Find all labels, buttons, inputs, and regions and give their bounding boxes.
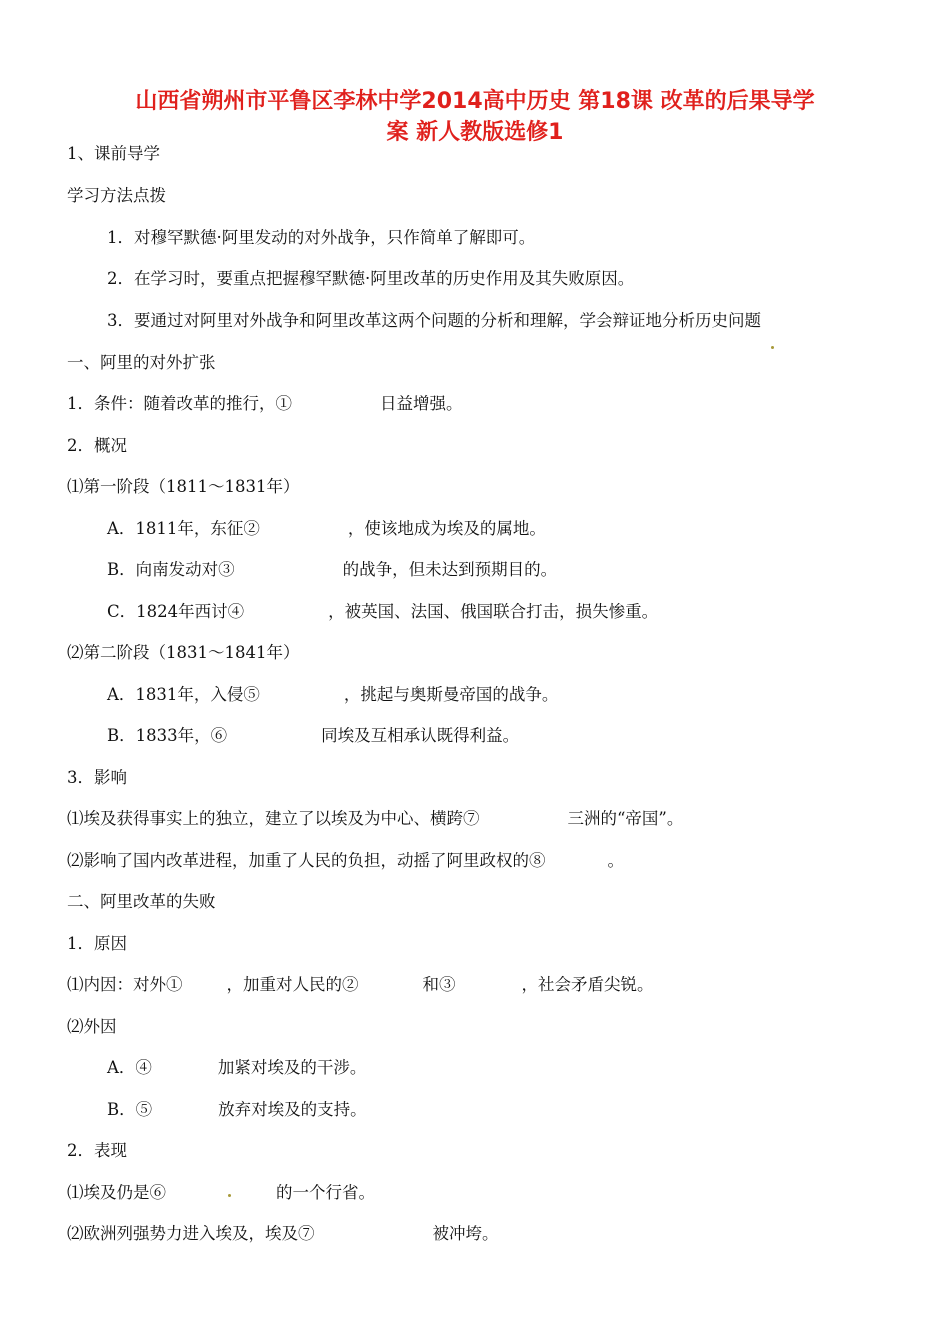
tip-3: 3．要通过对阿里对外战争和阿里改革这两个问题的分析和理解，学会辩证地分析历史问题 [107,311,761,330]
stage2-item-a: A．1831年，入侵⑤ ，挑起与奥斯曼帝国的战争。 [107,685,559,704]
stage1-item-b: B．向南发动对③ 的战争，但未达到预期目的。 [107,560,558,579]
intro-heading: 1、课前导学 [67,144,160,163]
inner-cause: ⑴内因：对外① ，加重对人民的② 和③ ，社会矛盾尖锐。 [67,975,654,994]
section1-heading: 一、阿里的对外扩张 [67,353,216,372]
title-line-2: 案 新人教版选修1 [386,120,564,145]
cause-heading: 1．原因 [67,934,127,953]
outer-cause-a: A．④ 加紧对埃及的干涉。 [107,1058,367,1077]
stage1-item-c: C．1824年西讨④ ，被英国、法国、俄国联合打击，损失惨重。 [107,602,659,621]
stray-dot [228,1194,231,1197]
impact-1: ⑴埃及获得事实上的独立，建立了以埃及为中心、横跨⑦ 三洲的“帝国”。 [67,809,684,828]
outer-cause-b: B．⑤ 放弃对埃及的支持。 [107,1100,367,1119]
stage1-item-a: A．1811年，东征② ，使该地成为埃及的属地。 [107,519,546,538]
document-title [60,86,890,148]
impact-heading: 3．影响 [67,768,127,787]
stage2-heading: ⑵第二阶段（1831～1841年） [67,643,300,662]
intro-subheading: 学习方法点拨 [67,186,166,205]
tip-2: 2．在学习时，要重点把握穆罕默德·阿里改革的历史作用及其失败原因。 [107,269,635,288]
show-2: ⑵欧洲列强势力进入埃及，埃及⑦ 被冲垮。 [67,1224,499,1243]
section2-heading: 二、阿里改革的失败 [67,892,216,911]
stray-dot [771,346,774,349]
show-1: ⑴埃及仍是⑥ 的一个行省。 [67,1183,375,1202]
tip-1: 1．对穆罕默德·阿里发动的对外战争，只作简单了解即可。 [107,228,536,247]
show-heading: 2．表现 [67,1141,127,1160]
impact-2: ⑵影响了国内改革进程，加重了人民的负担，动摇了阿里政权的⑧ 。 [67,851,624,870]
overview-heading: 2．概况 [67,436,127,455]
outer-cause-heading: ⑵外因 [67,1017,117,1036]
stage1-heading: ⑴第一阶段（1811～1831年） [67,477,300,496]
stage2-item-b: B．1833年，⑥ 同埃及互相承认既得利益。 [107,726,520,745]
condition-line: 1．条件：随着改革的推行，① 日益增强。 [67,394,463,413]
title-line-1: 山西省朔州市平鲁区李林中学2014高中历史 第18课 改革的后果导学 [135,89,815,114]
